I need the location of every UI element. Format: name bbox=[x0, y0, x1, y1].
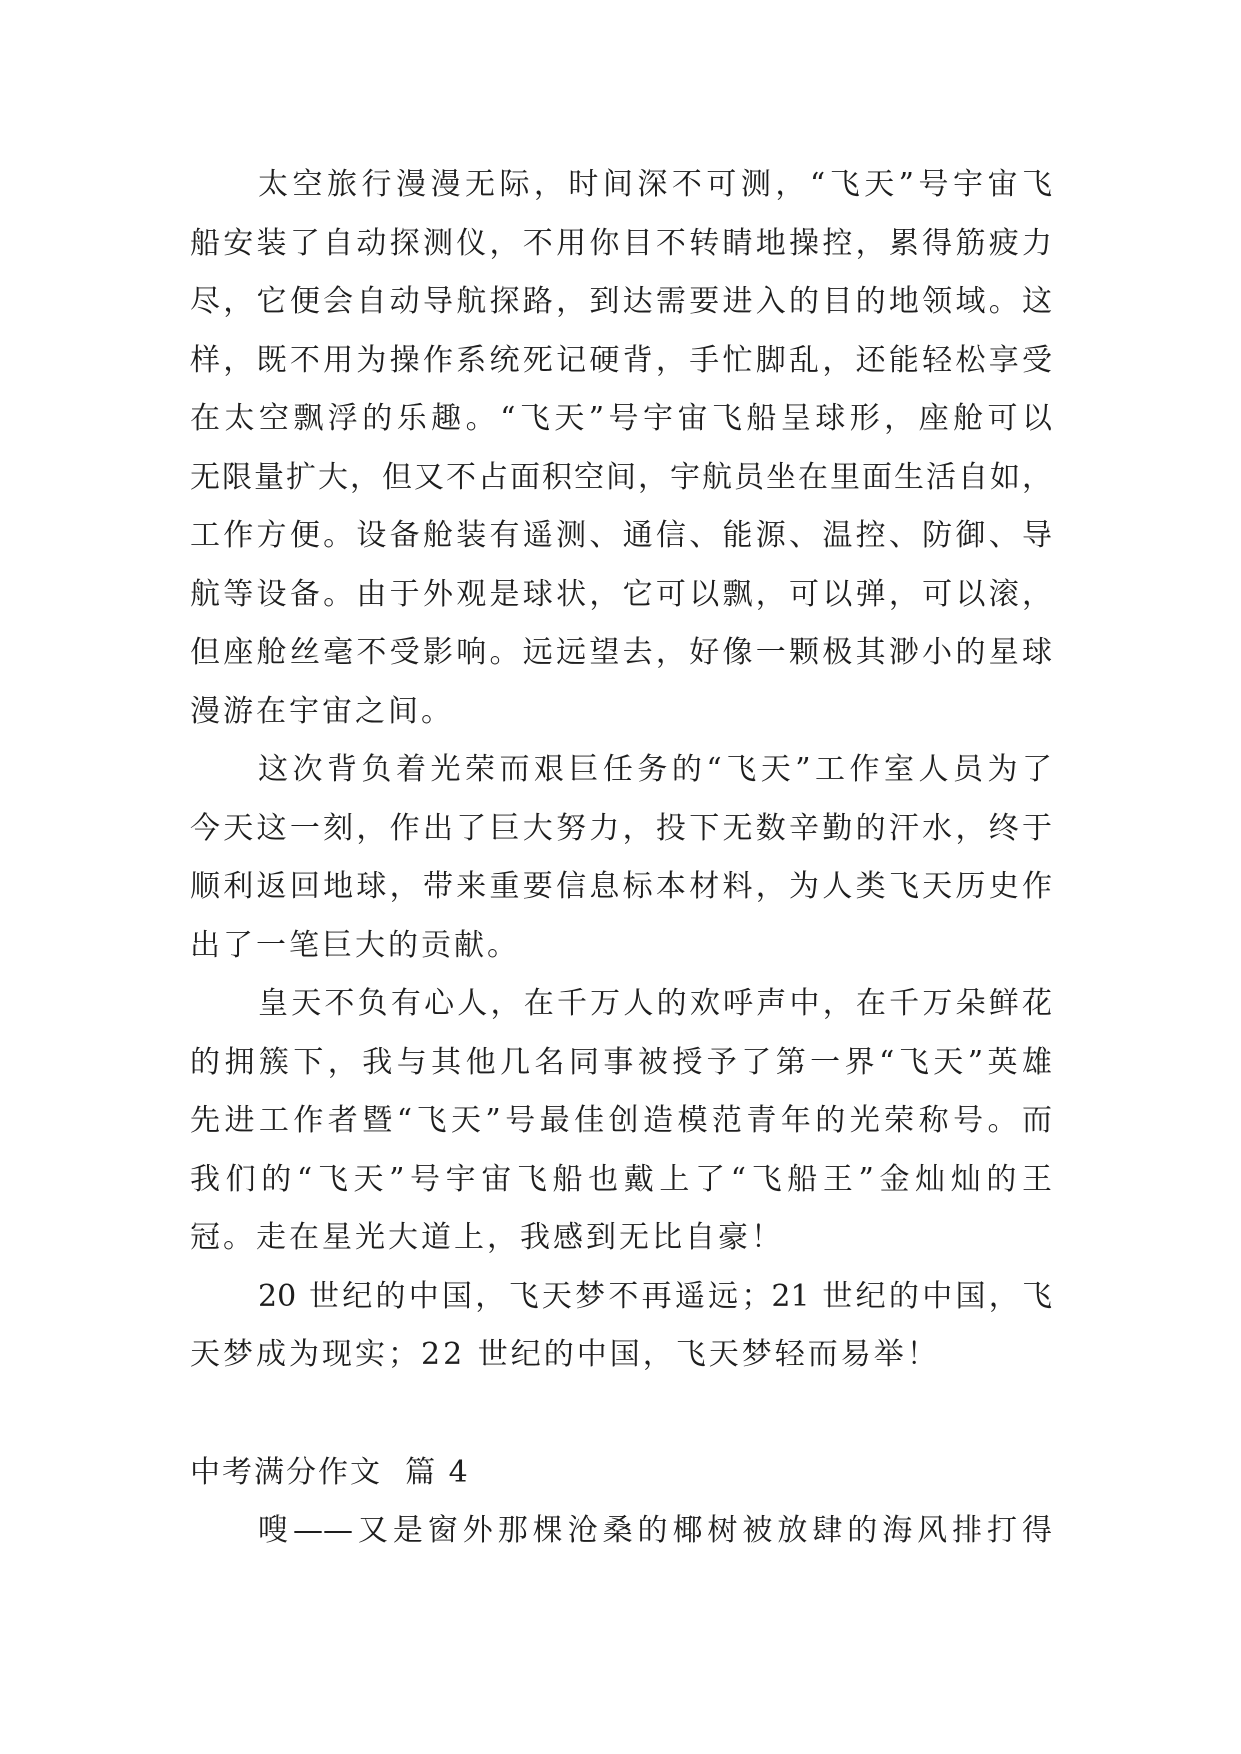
paragraph-line: 今天这一刻，作出了巨大努力，投下无数辛勤的汗水，终于 bbox=[190, 810, 1052, 846]
paragraph-line: 无限量扩大，但又不占面积空间，宇航员坐在里面生活自如， bbox=[190, 459, 1052, 495]
paragraph-line: 顺利返回地球，带来重要信息标本材料，为人类飞天历史作 bbox=[190, 869, 1052, 904]
paragraph-line: 天梦成为现实；22 世纪的中国，飞天梦轻而易举！ bbox=[190, 1337, 940, 1372]
paragraph-line: 出了一笔巨大的贡献。 bbox=[190, 927, 520, 963]
paragraph-line: 样，既不用为操作系统死记硬背，手忙脚乱，还能轻松享受 bbox=[190, 342, 1052, 378]
paragraph-line: 工作方便。设备舱装有遥测、通信、能源、温控、防御、导 bbox=[190, 518, 1052, 553]
paragraph-line: 在太空飘浮的乐趣。“飞天”号宇宙飞船呈球形，座舱可以 bbox=[190, 401, 1052, 436]
paragraph-line: 的拥簇下，我与其他几名同事被授予了第一界“飞天”英雄 bbox=[190, 1044, 1052, 1080]
paragraph-line: 这次背负着光荣而艰巨任务的“飞天”工作室人员为了 bbox=[258, 752, 1052, 787]
paragraph-line: 我们的“飞天”号宇宙飞船也戴上了“飞船王”金灿灿的王 bbox=[190, 1161, 1052, 1197]
paragraph-line: 先进工作者暨“飞天”号最佳创造模范青年的光荣称号。而 bbox=[190, 1103, 1052, 1138]
paragraph-line: 冠。走在星光大道上，我感到无比自豪！ bbox=[190, 1220, 784, 1255]
paragraph-line: 漫游在宇宙之间。 bbox=[190, 693, 454, 729]
section-heading: 中考满分作文 篇 4 bbox=[190, 1455, 470, 1490]
paragraph-line: 嗖——又是窗外那棵沧桑的椰树被放肆的海风排打得 bbox=[258, 1513, 1052, 1548]
paragraph-line: 航等设备。由于外观是球状，它可以飘，可以弹，可以滚， bbox=[190, 576, 1052, 612]
paragraph-line: 太空旅行漫漫无际，时间深不可测，“飞天”号宇宙飞 bbox=[258, 167, 1052, 202]
paragraph-line: 20 世纪的中国，飞天梦不再遥远；21 世纪的中国，飞 bbox=[258, 1278, 1052, 1314]
paragraph-line: 但座舱丝毫不受影响。远远望去，好像一颗极其渺小的星球 bbox=[190, 635, 1052, 670]
paragraph-line: 皇天不负有心人，在千万人的欢呼声中，在千万朵鲜花 bbox=[258, 986, 1052, 1021]
paragraph-line: 尽，它便会自动导航探路，到达需要进入的目的地领域。这 bbox=[190, 284, 1052, 319]
paragraph-line: 船安装了自动探测仪，不用你目不转睛地操控，累得筋疲力 bbox=[190, 225, 1052, 261]
